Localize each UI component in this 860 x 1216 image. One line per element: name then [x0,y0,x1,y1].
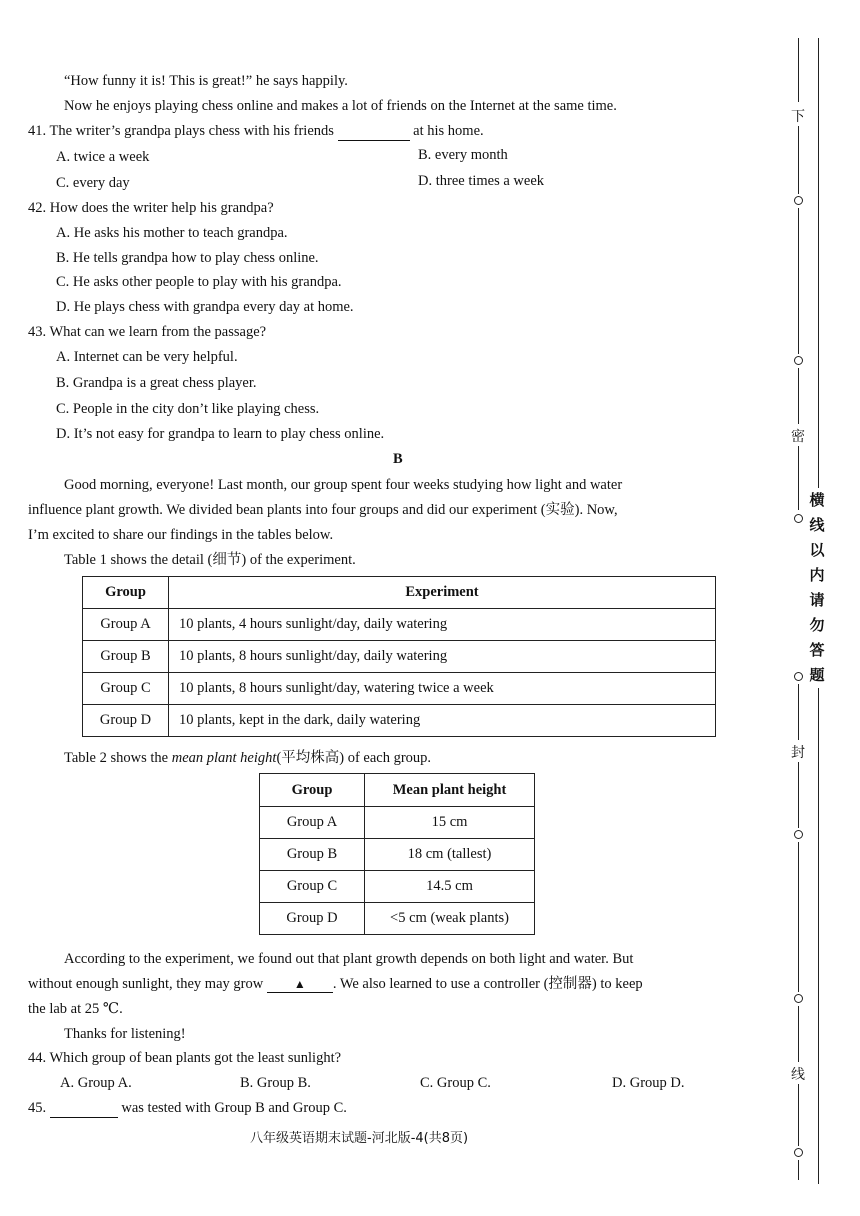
option-a: A. Internet can be very helpful. [56,349,238,365]
table-cell: <5 cm (weak plants) [365,903,535,935]
table-row [260,839,535,871]
cut-line-segment [798,368,799,424]
section-heading: B [393,451,403,467]
option-d: D. Group D. [612,1075,685,1091]
question-43: 43. What can we learn from the passage? [28,324,267,340]
table-caption: Table 1 shows the detail (细节) of the experiment. [64,552,356,568]
passage-line: Thanks for listening! [64,1026,186,1042]
option-b: B. Grandpa is a great chess player. [56,375,257,391]
cut-line-segment [798,208,799,354]
binding-circle-icon [794,514,803,523]
table-cell: Group D [83,705,169,737]
question-stem: 41. The writer’s grandpa plays chess with his friends [28,123,334,139]
option-a: A. twice a week [56,149,150,165]
table-row [83,609,716,641]
binding-circle-icon [794,196,803,205]
table-cell: 14.5 cm [365,871,535,903]
option-a: A. He asks his mother to teach grandpa. [56,225,288,241]
mean-height-table [259,773,535,935]
table-header-row [260,774,535,807]
option-b: B. He tells grandpa how to play chess online. [56,250,319,266]
table-row [260,871,535,903]
table-header-cell: Experiment [169,577,716,609]
table-cell: 10 plants, kept in the dark, daily watering [169,705,716,737]
table-cell: Group B [83,641,169,673]
table-cell: 10 plants, 8 hours sunlight/day, daily watering [169,641,716,673]
table-header-cell: Group [83,577,169,609]
question-stem: at his home. [413,123,484,139]
question-45 [28,1099,347,1118]
cut-line-segment [798,446,799,510]
question-44: 44. Which group of bean plants got the least sunlight? [28,1050,342,1066]
cut-line-segment [798,762,799,828]
binding-notice: 横线以内请勿答题 [808,488,826,688]
caption-text: Table 2 shows the [64,750,169,766]
option-d: D. three times a week [418,173,545,189]
passage-text: without enough sunlight, they may grow [28,976,264,992]
cut-line-segment [798,684,799,740]
binding-circle-icon [794,1148,803,1157]
option-c: C. every day [56,175,130,191]
table-cell: Group B [260,839,365,871]
binding-char-xian: 线 [791,1067,805,1083]
cut-line-segment [798,842,799,992]
table-cell: 10 plants, 4 hours sunlight/day, daily watering [169,609,716,641]
passage-line: Now he enjoys playing chess online and makes a lot of friends on the Internet at the same time. [64,98,617,114]
binding-circle-icon [794,672,803,681]
answer-blank [338,122,410,141]
option-d: D. He plays chess with grandpa every day at home. [56,299,354,315]
binding-circle-icon [794,356,803,365]
table-cell: 10 plants, 8 hours sunlight/day, watering twice a week [169,673,716,705]
table-row [83,705,716,737]
option-c: C. Group C. [420,1075,491,1091]
table-cell: 15 cm [365,807,535,839]
passage-line: According to the experiment, we found out that plant growth depends on both light and water. But [64,951,634,967]
cut-line-segment [798,1084,799,1146]
cut-line-segment [798,38,799,102]
option-a: A. Group A. [60,1075,132,1091]
table-header-cell: Mean plant height [365,774,535,807]
binding-char-feng: 封 [791,745,805,761]
table-cell: Group A [83,609,169,641]
answer-blank [50,1099,118,1118]
option-c: C. People in the city don’t like playing chess. [56,401,320,417]
cut-line-segment [798,126,799,194]
table-caption [64,749,431,767]
table-row [83,673,716,705]
passage-line: influence plant growth. We divided bean plants into four groups and did our experiment (实验). Now, [28,502,618,518]
binding-char-mi: 密 [791,429,805,445]
cut-line-segment [798,1006,799,1062]
option-b: B. Group B. [240,1075,311,1091]
question-41 [28,122,484,141]
table-row [260,807,535,839]
triangle-blank: ▲ [267,976,333,993]
experiment-table [82,576,716,737]
question-number: 45. [28,1100,47,1116]
table-row [260,903,535,935]
cut-line-segment [798,1160,799,1180]
caption-text: (平均株高) of each group. [276,750,432,766]
table-header-row [83,577,716,609]
table-cell: 18 cm (tallest) [365,839,535,871]
option-c: C. He asks other people to play with his grandpa. [56,274,342,290]
binding-char-xia: 下 [791,109,805,125]
table-header-cell: Group [260,774,365,807]
passage-line: I’m excited to share our findings in the tables below. [28,527,334,543]
caption-term: mean plant height [171,750,277,766]
question-stem: was tested with Group B and Group C. [121,1100,347,1116]
page-footer: 八年级英语期末试题-河北版-4(共8页) [250,1131,469,1146]
binding-circle-icon [794,830,803,839]
table-cell: Group C [83,673,169,705]
option-b: B. every month [418,147,508,163]
table-cell: Group D [260,903,365,935]
table-cell: Group C [260,871,365,903]
option-d: D. It’s not easy for grandpa to learn to play chess online. [56,426,385,442]
binding-circle-icon [794,994,803,1003]
passage-line: the lab at 25 ℃. [28,1001,123,1017]
question-42: 42. How does the writer help his grandpa? [28,200,274,216]
table-row [83,641,716,673]
passage-line: Good morning, everyone! Last month, our group spent four weeks studying how light and water [64,477,623,493]
passage-line [28,975,643,993]
passage-text: . We also learned to use a controller (控制器) to keep [332,976,643,992]
passage-line: “How funny it is! This is great!” he says happily. [64,73,348,89]
table-cell: Group A [260,807,365,839]
